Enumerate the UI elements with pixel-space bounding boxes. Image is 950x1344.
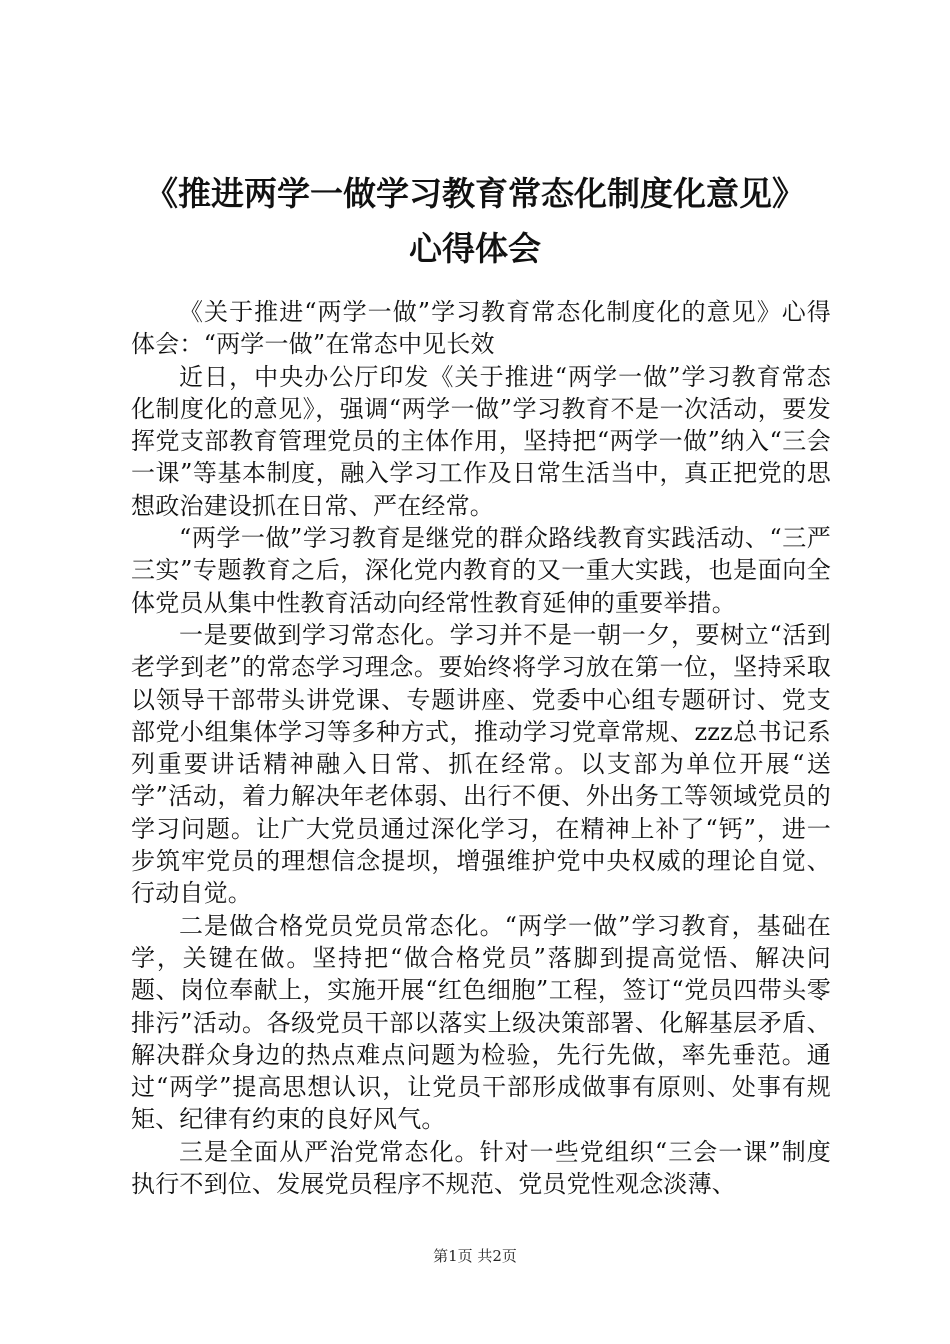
paragraph-point-two: 二是做合格党员党员常态化。“两学一做”学习教育，基础在学，关键在做。坚持把“做合格党员”落脚到提高觉悟、解决问题、岗位奉献上，实施开展“红色细胞”工程，签订“党员四带头零排污”活动。各级党员干部以落实上级决策部署、化解基层矛盾、解决群众身边的热点难点问题为检验，先行先做，率先垂范。通过“两学”提高思想认识，让党员干部形成做事有原则、处事有规矩、纪律有约束的良好风气。: [131, 911, 831, 1134]
document-title-line-2: 心得体会: [409, 229, 541, 268]
paragraph-point-one: 一是要做到学习常态化。学习并不是一朝一夕，要树立“活到老学到老”的常态学习理念。要始终将学习放在第一位，坚持采取以领导干部带头讲党课、专题讲座、党委中心组专题研讨、党支部党小组集体学习等多种方式，推动学习党章常规、zzz总书记系列重要讲话精神融入日常、抓在经常。以支部为单位开展“送学”活动，着力解决年老体弱、出行不便、外出务工等领域党员的学习问题。让广大党员通过深化学习，在精神上补了“钙”，进一步筑牢党员的理想信念提坝，增强维护党中央权威的理论自觉、行动自觉。: [131, 620, 831, 908]
document-title-line-1: 《推进两学一做学习教育常态化制度化意见》: [145, 174, 805, 213]
paragraph-significance: “两学一做”学习教育是继党的群众路线教育实践活动、“三严三实”专题教育之后，深化党内教育的又一重大实践，也是面向全体党员从集中性教育活动向经常性教育延伸的重要举措。: [131, 524, 831, 617]
paragraph-intro: 《关于推进“两学一做”学习教育常态化制度化的意见》心得体会：“两学一做”在常态中见长效: [131, 298, 831, 359]
paragraph-point-three: 三是全面从严治党常态化。针对一些党组织“三会一课”制度执行不到位、发展党员程序不规范、党员党性观念淡薄、: [131, 1137, 831, 1199]
page-number-footer: 第1页 共2页: [433, 1247, 517, 1265]
document-body: [131, 296, 831, 1200]
paragraph-background: 近日，中央办公厅印发《关于推进“两学一做”学习教育常态化制度化的意见》，强调“两学一做”学习教育不是一次活动，要发挥党支部教育管理党员的主体作用，坚持把“两学一做”纳入“三会一课”等基本制度，融入学习工作及日常生活当中，真正把党的思想政治建设抓在日常、严在经常。: [131, 362, 831, 520]
